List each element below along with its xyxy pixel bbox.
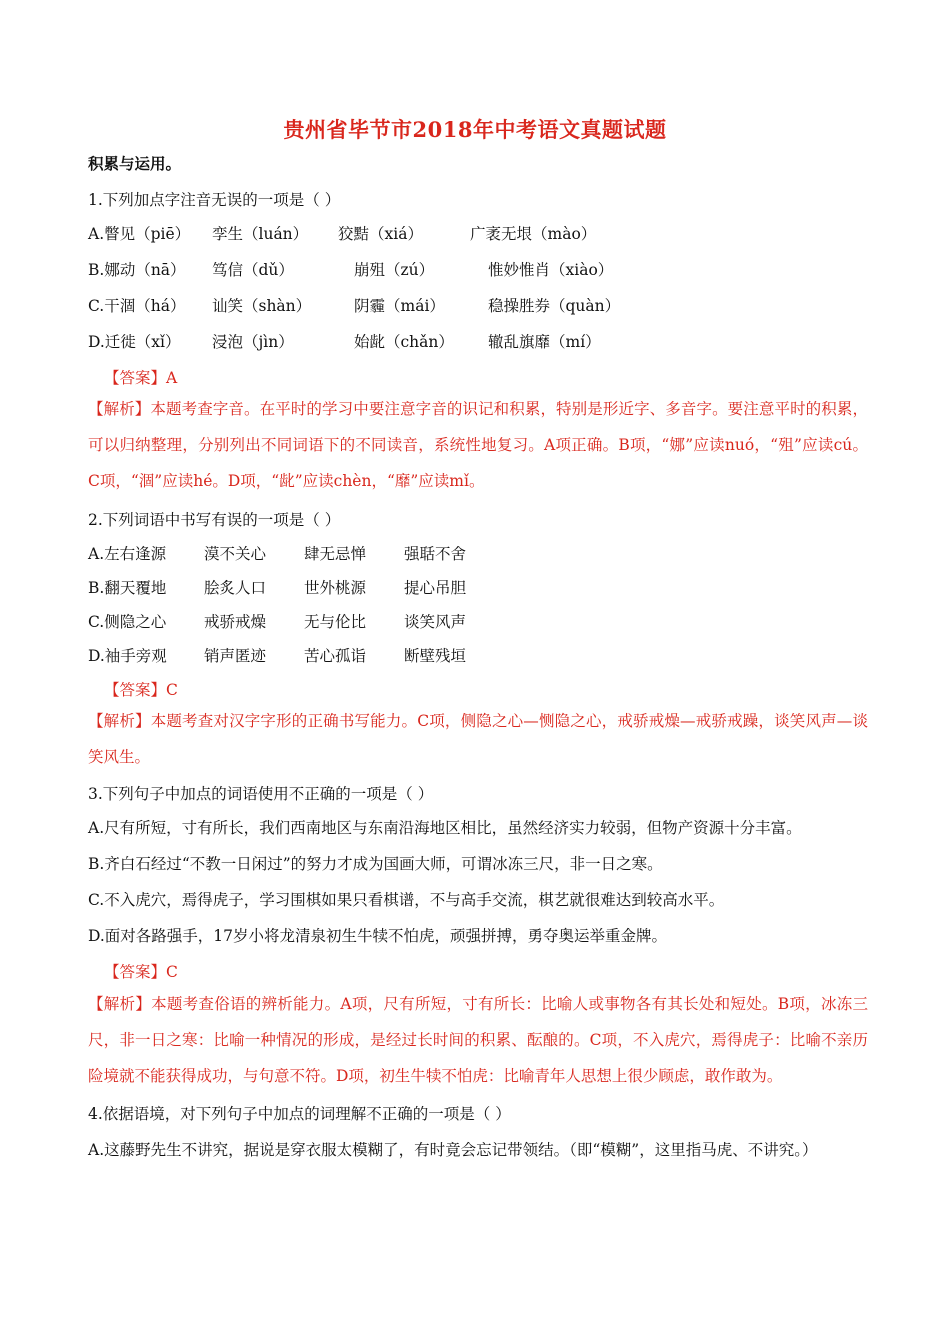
q1-option-row: [88, 294, 620, 316]
q1-b-1: B.娜动（nā）: [88, 261, 186, 279]
q1-d-1: D.迁徙（xǐ）: [88, 333, 181, 351]
q1-a-1: A.瞥见（piē）: [88, 225, 191, 243]
q1-d-3: 始龀（chǎn）: [354, 333, 454, 351]
q2-d-4: 断壁残垣: [404, 647, 467, 665]
q2-option-row: [88, 610, 466, 632]
q1-a-3: 狡黠（xiá）: [338, 225, 423, 243]
q2-c-3: 无与伦比: [304, 613, 367, 631]
q1-explanation: 【解析】本题考查字音。在平时的学习中要注意字音的识记和积累，特别是形近字、多音字。要注意平时的积累，可以归纳整理，分别列出不同词语下的不同读音，系统性地复习。A项正确。B项，“娜”应读nuó，“殂”应读cú。C项，“涸”应读hé。D项，“龀”应读chèn，“靡”应读mǐ。: [88, 400, 868, 490]
q1-b-4: 惟妙惟肖（xiào）: [488, 261, 614, 279]
q1-stem: 1.下列加点字注音无误的一项是（ ）: [88, 191, 341, 209]
section-heading: 积累与运用。: [88, 154, 182, 173]
q1-d-2: 浸泡（jìn）: [212, 333, 294, 351]
page-title: 贵州省毕节市2018年中考语文真题试题: [283, 117, 667, 142]
q1-option-row: [88, 330, 601, 352]
q2-option-row: [88, 644, 466, 666]
q3-option-c: C.不入虎穴，焉得虎子，学习围棋如果只看棋谱，不与高手交流，棋艺就很难达到较高水平。: [88, 891, 725, 909]
q1-b-2: 笃信（dǔ）: [212, 261, 294, 279]
q2-c-2: 戒骄戒燥: [204, 613, 267, 631]
q2-d-2: 销声匿迹: [204, 647, 267, 665]
q2-a-1: A.左右逢源: [88, 545, 167, 563]
q1-b-3: 崩殂（zú）: [354, 261, 435, 279]
q2-a-4: 强聒不舍: [404, 545, 467, 563]
q2-b-3: 世外桃源: [304, 579, 367, 597]
q2-a-2: 漠不关心: [204, 545, 267, 563]
q1-c-3: 阴霾（mái）: [354, 297, 445, 315]
q2-b-2: 脍炙人口: [204, 579, 267, 597]
q2-d-3: 苦心孤诣: [304, 647, 367, 665]
q1-option-row: [88, 222, 596, 244]
q1-c-4: 稳操胜券（quàn）: [488, 297, 621, 315]
q3-option-b: B.齐白石经过“不教一日闲过”的努力才成为国画大师，可谓冰冻三尺，非一日之寒。: [88, 855, 663, 873]
q1-d-4: 辙乱旗靡（mí）: [488, 333, 601, 351]
q2-option-row: [88, 542, 466, 564]
q1-c-2: 讪笑（shàn）: [212, 297, 312, 315]
q1-option-row: [88, 258, 613, 280]
q2-b-4: 提心吊胆: [404, 579, 467, 597]
q4-stem: 4.依据语境，对下列句子中加点的词理解不正确的一项是（ ）: [88, 1105, 511, 1123]
q2-answer: 【答案】C: [104, 681, 178, 699]
q2-c-1: C.侧隐之心: [88, 613, 167, 631]
q3-explanation: 【解析】本题考查俗语的辨析能力。A项，尺有所短，寸有所长：比喻人或事物各有其长处和短处。B项，冰冻三尺，非一日之寒：比喻一种情况的形成，是经过长时间的积累、酝酿的。C项，不入虎穴，焉得虎子：比喻不亲历险境就不能获得成功，与句意不符。D项，初生牛犊不怕虎：比喻青年人思想上很少顾虑，敢作敢为。: [88, 995, 868, 1085]
q3-option-d: D.面对各路强手，17岁小将龙清泉初生牛犊不怕虎，顽强拼搏，勇夺奥运举重金牌。: [88, 927, 668, 945]
q2-d-1: D.袖手旁观: [88, 647, 167, 665]
q2-option-row: [88, 576, 466, 598]
q3-stem: 3.下列句子中加点的词语使用不正确的一项是（ ）: [88, 785, 434, 803]
q2-b-1: B.翻天覆地: [88, 579, 167, 597]
q3-option-a: A.尺有所短，寸有所长，我们西南地区与东南沿海地区相比，虽然经济实力较弱，但物产资源十分丰富。: [88, 819, 802, 837]
q4-option-a: A.这藤野先生不讲究，据说是穿衣服太模糊了，有时竟会忘记带领结。（即“模糊”，这里指马虎、不讲究。）: [88, 1141, 818, 1159]
q3-answer: 【答案】C: [104, 963, 178, 981]
q1-a-2: 孪生（luán）: [212, 225, 309, 243]
q2-stem: 2.下列词语中书写有误的一项是（ ）: [88, 511, 341, 529]
q2-a-3: 肆无忌惮: [304, 545, 367, 563]
q1-a-4: 广袤无垠（mào）: [470, 225, 597, 243]
q1-answer: 【答案】A: [104, 369, 178, 387]
q2-c-4: 谈笑风声: [404, 613, 467, 631]
q2-explanation: 【解析】本题考查对汉字字形的正确书写能力。C项，侧隐之心—恻隐之心，戒骄戒燥—戒骄戒躁，谈笑风声—谈笑风生。: [88, 712, 868, 766]
q1-c-1: C.干涸（há）: [88, 297, 186, 315]
